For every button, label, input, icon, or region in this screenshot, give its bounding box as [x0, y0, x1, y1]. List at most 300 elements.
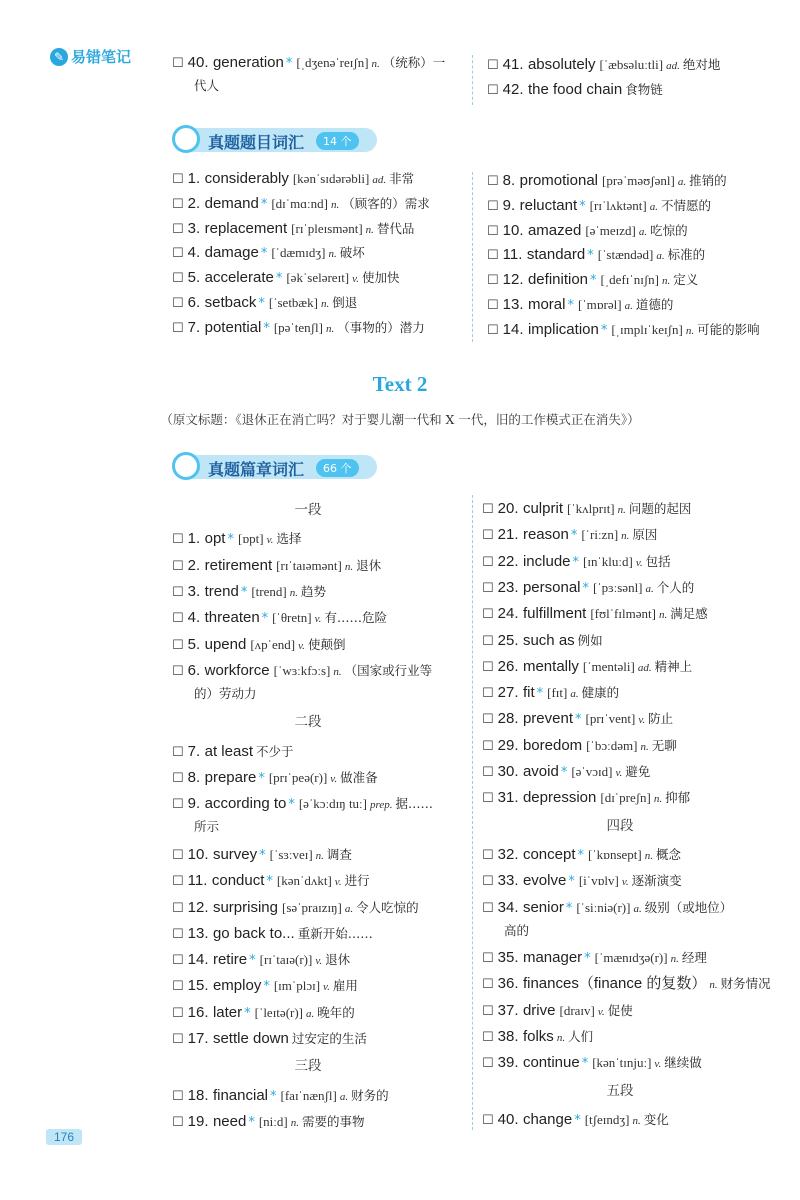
item-number: 41.: [502, 56, 524, 73]
vocab-word: standard: [526, 246, 586, 264]
chinese-meaning: 原因: [632, 527, 658, 543]
checkbox-icon[interactable]: ☐: [172, 847, 184, 863]
column-divider-question: [472, 172, 473, 342]
phonetic: [ˈkɒnsept]: [588, 846, 642, 862]
chinese-meaning: 退休: [356, 557, 382, 573]
part-of-speech: v.: [621, 876, 629, 889]
chinese-meaning: 标准的: [667, 247, 706, 263]
magnifier-icon: [172, 452, 200, 480]
chinese-meaning: 个人的: [656, 579, 695, 595]
checkbox-icon[interactable]: ☐: [482, 686, 494, 702]
vocab-item: [172, 1028, 367, 1051]
item-number: 14.: [187, 951, 209, 969]
part-of-speech: v.: [334, 876, 342, 889]
checkbox-icon[interactable]: ☐: [487, 82, 499, 98]
part-of-speech: a.: [624, 300, 633, 312]
vocab-word: culprit: [522, 500, 563, 517]
phonetic: [ˌdefɪˈnɪʃn]: [600, 272, 659, 288]
item-number: 18.: [187, 1086, 209, 1104]
vocab-word: employ: [212, 977, 262, 995]
vocab-word: setback: [204, 294, 257, 311]
checkbox-icon[interactable]: ☐: [482, 1030, 494, 1045]
checkbox-icon[interactable]: ☐: [172, 744, 184, 760]
phonetic: [əkˈseləreɪt]: [286, 270, 350, 286]
part-of-speech: n.: [365, 223, 374, 236]
checkbox-icon[interactable]: ☐: [172, 953, 184, 969]
vocab-word: boredom: [522, 736, 583, 754]
phonetic: [niːd]: [258, 1113, 288, 1129]
vocab-word: according to: [204, 795, 287, 813]
chinese-meaning: 倒退: [332, 295, 358, 310]
chinese-meaning: 破坏: [339, 245, 365, 261]
vocab-word: personal: [522, 578, 581, 596]
vocab-item: [482, 630, 603, 653]
part-of-speech: n.: [658, 609, 668, 622]
checkbox-icon[interactable]: ☐: [487, 322, 499, 338]
chinese-meaning: 不少于: [256, 743, 294, 759]
checkbox-icon[interactable]: ☐: [172, 172, 184, 187]
part-of-speech: n.: [640, 740, 649, 753]
phonetic: [ˈmɒrəl]: [577, 297, 622, 312]
phonetic: [əˈkɔːdɪŋ tuː]: [298, 796, 367, 812]
part-of-speech: a.: [645, 582, 654, 595]
chinese-meaning: 使加快: [361, 270, 400, 286]
vocab-item: [172, 555, 381, 578]
phonetic: [ˈdæmɪdʒ]: [271, 245, 326, 261]
item-number: 5.: [187, 269, 201, 287]
vocab-item: [172, 741, 294, 764]
part-of-speech: v.: [315, 955, 323, 968]
chinese-meaning: 进行: [344, 873, 370, 889]
part-of-speech: v.: [266, 534, 274, 547]
checkbox-icon[interactable]: ☐: [482, 502, 494, 517]
chinese-meaning: 非常: [389, 171, 415, 186]
checkbox-icon[interactable]: ☐: [172, 1005, 184, 1021]
part-of-speech: a.: [633, 902, 642, 915]
item-number: 4.: [187, 244, 201, 262]
checkbox-icon[interactable]: ☐: [482, 580, 494, 596]
vocab-word: threaten: [204, 609, 260, 627]
chinese-meaning: 无聊: [651, 737, 677, 753]
star-icon: *: [260, 246, 268, 262]
part-of-speech: v.: [635, 556, 643, 569]
count-badge: 66 个: [316, 459, 359, 477]
chinese-meaning: 健康的: [581, 685, 620, 701]
item-number: 29.: [497, 736, 519, 754]
part-of-speech: ad.: [666, 60, 680, 72]
part-of-speech: prep.: [370, 799, 393, 812]
item-number: 35.: [497, 949, 519, 967]
vocab-word: continue: [522, 1054, 580, 1072]
meaning-continuation: 所示: [194, 819, 220, 835]
vocab-item: [482, 787, 690, 810]
vocab-item: [482, 524, 657, 547]
checkbox-icon[interactable]: ☐: [172, 296, 184, 311]
part-of-speech: n.: [644, 849, 653, 862]
item-number: 11.: [502, 246, 523, 264]
chinese-meaning: 抑郁: [665, 790, 691, 806]
phonetic: [səˈpraɪzɪŋ]: [282, 899, 342, 915]
phonetic: [dɪˈmɑːnd]: [271, 195, 328, 211]
vocab-item: [482, 551, 671, 574]
question-vocab-header: [172, 125, 377, 155]
item-number: 12.: [502, 271, 524, 289]
part-of-speech: n.: [289, 586, 298, 599]
phonetic: [ɒpt]: [237, 531, 264, 547]
chinese-meaning: 人们: [568, 1029, 594, 1044]
item-number: 31.: [497, 789, 519, 807]
part-of-speech: v.: [352, 273, 359, 286]
item-number: 37.: [497, 1001, 519, 1019]
vocab-item: [172, 949, 350, 972]
chinese-meaning: 级别（或地位）: [644, 899, 733, 915]
checkbox-icon[interactable]: ☐: [172, 979, 184, 995]
item-number: 38.: [497, 1028, 519, 1045]
checkbox-icon[interactable]: ☐: [172, 771, 184, 786]
vocab-word: retire: [212, 951, 248, 969]
checkbox-icon[interactable]: ☐: [172, 797, 184, 813]
vocab-word: trend: [204, 582, 239, 600]
chinese-meaning: （国家或行业等: [344, 662, 433, 678]
part-of-speech: n.: [333, 665, 342, 678]
item-number: 30.: [497, 763, 519, 780]
vocab-item: [482, 761, 650, 784]
vocab-item: [172, 897, 419, 920]
chinese-meaning: 使颠倒: [307, 636, 346, 652]
phonetic: [ˈsɜːveɪ]: [269, 846, 313, 862]
checkbox-icon[interactable]: ☐: [172, 637, 184, 653]
section-title: 真题篇章词汇: [208, 460, 305, 479]
checkbox-icon[interactable]: ☐: [172, 611, 184, 627]
part-of-speech: a.: [656, 250, 665, 263]
chinese-meaning: 财务的: [351, 1087, 389, 1103]
checkbox-icon[interactable]: ☐: [482, 607, 494, 623]
star-icon: *: [600, 322, 608, 338]
item-number: 32.: [497, 845, 519, 863]
chinese-meaning: （事物的）潜力: [337, 319, 425, 335]
checkbox-icon[interactable]: ☐: [482, 847, 494, 863]
brand-label: 易错笔记: [71, 48, 132, 66]
item-number: 3.: [187, 219, 201, 237]
chinese-meaning: 精神上: [654, 658, 693, 674]
checkbox-icon[interactable]: ☐: [172, 532, 184, 548]
vocab-item: [482, 1052, 702, 1075]
vocab-item: [487, 54, 720, 77]
chinese-meaning: 财务情况: [720, 976, 771, 992]
vocab-item: [172, 168, 414, 191]
chinese-meaning: 吃惊的: [650, 222, 688, 238]
star-icon: *: [536, 686, 544, 702]
vocab-item: [482, 682, 619, 705]
part-of-speech: n.: [328, 248, 337, 261]
checkbox-icon[interactable]: ☐: [482, 528, 494, 544]
item-number: 28.: [497, 710, 519, 728]
star-icon: *: [581, 1056, 589, 1072]
checkbox-icon[interactable]: ☐: [482, 1056, 494, 1072]
checkbox-icon[interactable]: ☐: [482, 900, 494, 916]
item-number: 42.: [502, 80, 524, 98]
vocab-item: [172, 923, 373, 946]
checkbox-icon[interactable]: ☐: [487, 198, 499, 214]
vocab-item: [172, 1085, 389, 1108]
star-icon: *: [560, 765, 568, 780]
vocab-item: [482, 656, 692, 679]
chinese-meaning: 促使: [607, 1002, 633, 1018]
item-number: 3.: [187, 582, 201, 600]
item-number: 10.: [187, 845, 209, 863]
star-icon: *: [579, 198, 586, 214]
chinese-meaning: 令人吃惊的: [356, 899, 419, 915]
checkbox-icon[interactable]: ☐: [487, 298, 499, 313]
chinese-meaning: 雇用: [332, 978, 358, 994]
meaning-continuation: 高的: [504, 922, 530, 938]
chinese-meaning: 变化: [643, 1111, 669, 1127]
item-number: 11.: [187, 872, 208, 890]
star-icon: *: [263, 320, 270, 336]
part-of-speech: v.: [638, 714, 646, 727]
checkbox-icon[interactable]: ☐: [482, 554, 494, 570]
item-number: 7.: [187, 318, 201, 336]
page-number: 176: [46, 1129, 82, 1145]
chinese-meaning: 继续做: [664, 1055, 702, 1071]
phonetic: [trend]: [251, 583, 287, 599]
count-badge: 14 个: [316, 132, 359, 150]
checkbox-icon[interactable]: ☐: [482, 1112, 494, 1128]
item-number: 4.: [187, 609, 201, 627]
part-of-speech: a.: [649, 200, 658, 213]
chinese-meaning: 经理: [681, 950, 707, 966]
vocab-item: [172, 793, 433, 838]
checkbox-icon[interactable]: ☐: [172, 221, 184, 237]
chinese-meaning: 满足感: [670, 606, 708, 622]
chinese-meaning: 替代品: [376, 220, 415, 236]
paragraph-label: 二段: [294, 714, 322, 731]
chinese-meaning: 趋势: [300, 583, 326, 599]
vocab-word: go back to...: [212, 924, 295, 942]
part-of-speech: ad.: [372, 174, 387, 186]
phonetic: [ˈwɜːkfɔːs]: [273, 662, 331, 678]
star-icon: *: [259, 847, 266, 863]
checkbox-icon[interactable]: ☐: [487, 248, 499, 264]
checkbox-icon[interactable]: ☐: [482, 791, 494, 807]
vocab-word: include: [522, 552, 571, 570]
vocab-word: opt: [204, 530, 226, 548]
vocab-word: mentally: [522, 657, 579, 675]
vocab-item: [482, 844, 681, 867]
checkbox-icon[interactable]: ☐: [172, 320, 184, 336]
passage-vocab-header: [172, 452, 377, 482]
checkbox-icon[interactable]: ☐: [172, 1114, 184, 1130]
vocab-word: workforce: [204, 661, 270, 679]
part-of-speech: a.: [570, 688, 579, 701]
star-icon: *: [258, 771, 265, 786]
item-number: 9.: [187, 795, 201, 813]
vocab-item: [172, 870, 370, 893]
phonetic: [rɪˈtaɪə(r)]: [259, 952, 313, 968]
phonetic: [ˈbɔːdəm]: [586, 737, 638, 753]
checkbox-icon[interactable]: ☐: [482, 977, 494, 993]
item-number: 40.: [187, 54, 209, 71]
part-of-speech: n.: [325, 322, 335, 335]
paragraph-label: 四段: [606, 817, 634, 834]
item-number: 24.: [497, 605, 519, 623]
vocab-item: [482, 498, 691, 521]
phonetic: [fɪt]: [547, 685, 568, 701]
vocab-item: [482, 735, 677, 758]
vocab-item: [487, 319, 760, 342]
checkbox-icon[interactable]: ☐: [172, 926, 184, 942]
meaning-continuation: 代人: [194, 78, 220, 93]
phonetic: [kənˈsɪdərəbli]: [292, 171, 370, 186]
part-of-speech: n.: [617, 504, 626, 516]
phonetic: [ˈpɜːsənl]: [593, 579, 643, 595]
item-number: 21.: [497, 526, 519, 544]
checkbox-icon[interactable]: ☐: [172, 246, 184, 262]
vocab-word: fulfillment: [522, 605, 587, 623]
vocab-word: settle down: [212, 1030, 289, 1047]
part-of-speech: n.: [653, 793, 663, 806]
star-icon: *: [575, 712, 582, 728]
part-of-speech: n.: [685, 324, 695, 337]
checkbox-icon[interactable]: ☐: [172, 584, 184, 600]
part-of-speech: v.: [298, 639, 305, 652]
chinese-meaning: 避免: [625, 764, 651, 779]
part-of-speech: v.: [654, 1058, 662, 1071]
vocab-item: [482, 708, 673, 731]
checkbox-icon[interactable]: ☐: [482, 633, 494, 649]
star-icon: *: [570, 528, 578, 544]
vocab-word: conduct: [211, 872, 265, 890]
vocab-word: at least: [204, 742, 253, 760]
checkbox-icon[interactable]: ☐: [172, 558, 184, 574]
checkbox-icon[interactable]: ☐: [172, 1088, 184, 1104]
chinese-meaning: 不情愿的: [660, 197, 711, 213]
phonetic: [ˈstændəd]: [597, 247, 654, 263]
star-icon: *: [584, 951, 591, 967]
part-of-speech: n.: [330, 198, 340, 211]
vocab-item: [482, 577, 694, 600]
vocab-word: accelerate: [204, 269, 274, 287]
item-number: 9.: [502, 196, 516, 214]
part-of-speech: n.: [670, 953, 679, 966]
vocab-item: [487, 170, 727, 193]
vocab-word: prevent: [522, 710, 574, 728]
item-number: 36.: [497, 975, 519, 993]
checkbox-icon[interactable]: ☐: [482, 712, 494, 728]
checkbox-icon[interactable]: ☐: [482, 765, 494, 780]
checkbox-icon[interactable]: ☐: [172, 271, 184, 287]
item-number: 8.: [187, 769, 201, 786]
vocab-item: [482, 1026, 593, 1049]
checkbox-icon[interactable]: ☐: [487, 58, 499, 73]
vocab-word: demand: [204, 194, 259, 212]
part-of-speech: n.: [661, 275, 671, 288]
vocab-item: [172, 218, 414, 241]
checkbox-icon[interactable]: ☐: [482, 1003, 494, 1019]
checkbox-icon[interactable]: ☐: [482, 874, 494, 890]
vocab-word: implication: [527, 320, 599, 338]
checkbox-icon[interactable]: ☐: [172, 874, 184, 890]
checkbox-icon[interactable]: ☐: [172, 1032, 184, 1047]
star-icon: *: [574, 1112, 581, 1128]
vocab-word: reason: [522, 526, 569, 544]
star-icon: *: [285, 56, 293, 71]
item-number: 23.: [497, 578, 519, 596]
checkbox-icon[interactable]: ☐: [482, 738, 494, 754]
phonetic: [rɪˈtaɪəmənt]: [276, 557, 342, 573]
magnifier-icon: [172, 125, 200, 153]
star-icon: *: [240, 584, 248, 600]
vocab-item: [487, 294, 673, 317]
checkbox-icon[interactable]: ☐: [487, 273, 499, 289]
item-number: 7.: [187, 742, 201, 760]
column-divider-top: [472, 55, 473, 105]
chinese-meaning: 道德的: [635, 297, 674, 312]
vocab-item: [172, 242, 365, 265]
item-number: 5.: [187, 635, 201, 653]
section-title: 真题题目词汇: [208, 133, 305, 152]
vocab-item: [172, 267, 399, 290]
chinese-meaning: 过安定的生活: [291, 1031, 367, 1046]
checkbox-icon[interactable]: ☐: [172, 900, 184, 916]
phonetic: [ˌdʒenəˈreɪʃn]: [296, 55, 369, 70]
star-icon: *: [582, 580, 590, 596]
item-number: 12.: [187, 898, 209, 916]
phonetic: [kənˈtɪnjuː]: [592, 1055, 652, 1071]
chinese-meaning: 晚年的: [317, 1004, 355, 1020]
chinese-meaning: 有……危险: [324, 610, 387, 626]
phonetic: [dɪˈpreʃn]: [600, 790, 651, 806]
checkbox-icon[interactable]: ☐: [172, 56, 184, 71]
item-number: 2.: [187, 194, 201, 212]
phonetic: [kənˈdʌkt]: [276, 873, 332, 889]
checkbox-icon[interactable]: ☐: [487, 223, 499, 239]
vocab-word: moral: [527, 296, 566, 313]
phonetic: [faɪˈnænʃl]: [280, 1087, 337, 1103]
phonetic: [fʊlˈfɪlmənt]: [590, 606, 656, 622]
phonetic: [iˈvɒlv]: [578, 873, 619, 889]
vocab-item: [482, 603, 708, 626]
vocab-item: [482, 897, 732, 942]
part-of-speech: v.: [597, 1005, 605, 1018]
chinese-meaning: 定义: [673, 272, 699, 288]
part-of-speech: a.: [638, 225, 648, 238]
part-of-speech: a.: [306, 1007, 315, 1020]
item-number: 1.: [187, 170, 201, 187]
star-icon: *: [567, 298, 574, 313]
checkbox-icon[interactable]: ☐: [172, 196, 184, 212]
phonetic: [əˈvɔɪd]: [571, 764, 613, 779]
star-icon: *: [248, 1114, 255, 1130]
vocab-word: evolve: [522, 872, 567, 890]
phonetic: [ˈæbsəluːtli]: [599, 57, 664, 72]
chinese-meaning: （顾客的）需求: [342, 195, 430, 211]
checkbox-icon[interactable]: ☐: [482, 951, 494, 967]
chinese-meaning: 可能的影响: [697, 321, 760, 337]
item-number: 27.: [497, 684, 519, 702]
checkbox-icon[interactable]: ☐: [487, 174, 499, 189]
part-of-speech: a.: [677, 176, 687, 188]
item-number: 39.: [497, 1054, 519, 1072]
vocab-item: [172, 607, 387, 630]
part-of-speech: n.: [344, 560, 354, 573]
part-of-speech: ad.: [637, 661, 652, 674]
item-number: 20.: [497, 500, 519, 517]
checkbox-icon[interactable]: ☐: [482, 659, 494, 675]
part-of-speech: n.: [621, 530, 630, 543]
vocab-item: [172, 292, 357, 315]
checkbox-icon[interactable]: ☐: [172, 663, 184, 679]
